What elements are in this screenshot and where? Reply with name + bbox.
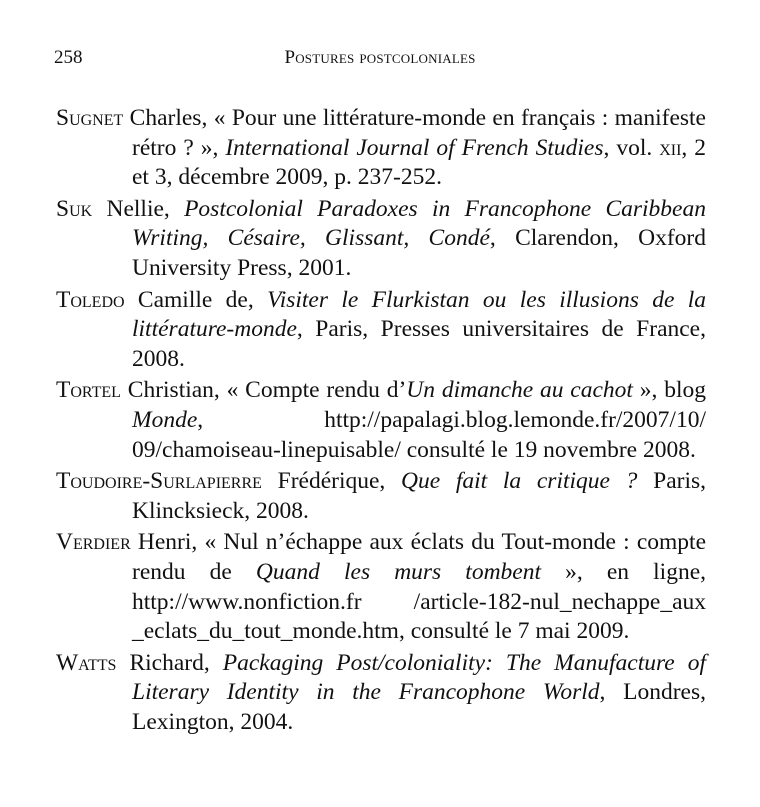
entry-text: , Paris, Presses universitaires de France, 2008. [132,316,706,372]
bibliography-entry-sugnet [56,104,706,193]
entry-text: Nellie, [92,195,185,222]
entry-text: Paris, Klincksieck, 2008. [132,468,706,524]
entry-author: Toledo [56,286,125,313]
entry-text: , vol. [603,134,660,161]
entry-text: Christian, « Compte rendu d’ [120,377,407,404]
entry-text: Charles, « Pour une littérature-monde en français : manifeste rétro ? », [123,105,706,161]
entry-volume: xii [659,134,682,161]
entry-text: », blog [632,377,706,404]
bibliography-entry-toledo [56,286,706,375]
entry-title: Quand les murs tombent [255,558,542,585]
entry-title: Packaging Post/coloniality: The Manufacture of Literary Identity in the Francophone World [132,649,706,706]
entry-text: Frédérique, [261,468,401,495]
entry-title: Un dimanche au cachot [406,377,633,404]
entry-text: Henri, « Nul n’échappe aux éclats du Tout-monde : compte rendu de [130,529,706,585]
entry-title: International Journal of French Studies [225,134,604,161]
entry-blog-name: Monde [132,406,198,433]
bibliography-entry-tortel [56,376,706,465]
entry-text: Camille de, [124,286,268,313]
entry-text: , Londres, Lexington, 2004. [132,679,706,735]
bibliography-entry-watts [56,649,706,738]
entry-text: , 2 et 3, décembre 2009, p. 237-252. [132,134,707,191]
bibliography-entry-verdier [56,528,706,646]
entry-title: Postcolonial Paradoxes in Francophone Caribbean Writing, Césaire, Glissant, Condé [132,195,706,252]
entry-author: Sugnet [56,105,124,131]
running-title: Postures postcoloniales [284,47,476,68]
entry-author: Tortel [56,377,121,404]
entry-title: Visiter le Flurkistan ou les illusions de la littérature-monde [132,286,706,343]
page-header [54,47,706,73]
entry-title: Que fait la critique ? [401,468,638,495]
page-number: 258 [54,47,83,68]
entry-text: », en ligne, http://www.nonfiction.fr /article-182-nul_nechappe_aux _eclats_du_tout_monde.htm, consulté le 7 mai 2009. [132,558,707,645]
entry-text: Richard, [116,649,223,676]
entry-text: , Clarendon, Oxford University Press, 2001. [132,225,706,281]
entry-text: , http://papalagi.blog.lemonde.fr/2007/10/ 09/chamoiseau-linepuisable/ consulté le 19 novembre 2008. [132,406,706,463]
bibliography-entry-suk [56,195,706,284]
entry-author: Watts [56,649,117,676]
bibliography-entry-toudoire-surlapierre [56,467,706,526]
bibliography-list [56,104,706,739]
entry-author: Verdier [56,529,131,556]
entry-author: Suk [56,195,93,222]
entry-author: Toudoire-Surlapierre [56,468,262,495]
